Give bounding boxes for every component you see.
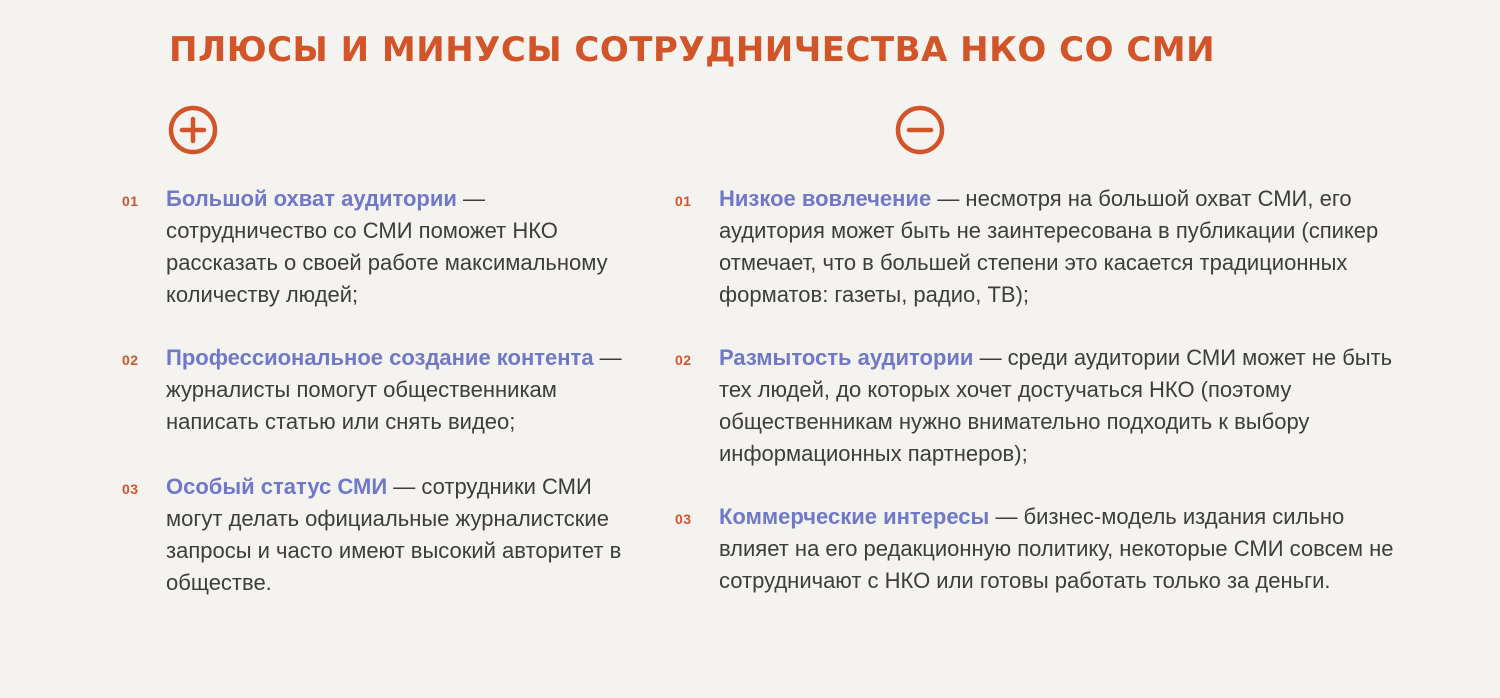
item-heading: Низкое вовлечение <box>719 186 932 211</box>
item-heading: Размытость аудитории <box>719 345 974 370</box>
item-number: 03 <box>675 511 692 527</box>
minus-circle-icon <box>894 104 946 156</box>
pros-item <box>122 183 642 311</box>
cons-list <box>675 183 1395 597</box>
item-heading: Коммерческие интересы <box>719 504 990 529</box>
item-heading: Большой охват аудитории <box>166 186 457 211</box>
item-text: — среди аудитории СМИ может не быть тех людей, до которых хочет достучаться НКО (поэтому общественникам нужно внимательно подходить к выбору информационных партнеров); <box>719 345 1393 466</box>
cons-item <box>675 183 1395 311</box>
pros-item <box>122 471 642 599</box>
item-number: 03 <box>122 481 139 497</box>
pros-item <box>122 342 642 438</box>
item-number: 01 <box>675 193 692 209</box>
item-heading: Профессиональное создание контента <box>166 345 594 370</box>
item-number: 02 <box>122 352 139 368</box>
pros-list <box>122 183 642 599</box>
item-text: — сотрудники СМИ могут делать официальные журналистские запросы и часто имеют высокий авторитет в обществе. <box>166 474 622 595</box>
page-title: ПЛЮСЫ И МИНУСЫ СОТРУДНИЧЕСТВА НКО СО СМИ <box>169 30 1216 70</box>
item-number: 02 <box>675 352 692 368</box>
item-text: — бизнес-модель издания сильно влияет на его редакционную политику, некоторые СМИ совсем не сотрудничают с НКО или готовы работать только за деньги. <box>719 504 1394 593</box>
item-heading: Особый статус СМИ <box>166 474 388 499</box>
item-number: 01 <box>122 193 139 209</box>
cons-item <box>675 501 1395 597</box>
item-text: — сотрудничество со СМИ поможет НКО рассказать о своей работе максимальному количеству людей; <box>166 186 608 307</box>
plus-circle-icon <box>167 104 219 156</box>
cons-item <box>675 342 1395 470</box>
item-text: — несмотря на большой охват СМИ, его аудитория может быть не заинтересована в публикации (спикер отмечает, что в большей степени это касается традиционных форматов: газеты, радио, ТВ); <box>719 186 1379 307</box>
item-text: — журналисты помогут общественникам написать статью или снять видео; <box>166 345 622 434</box>
